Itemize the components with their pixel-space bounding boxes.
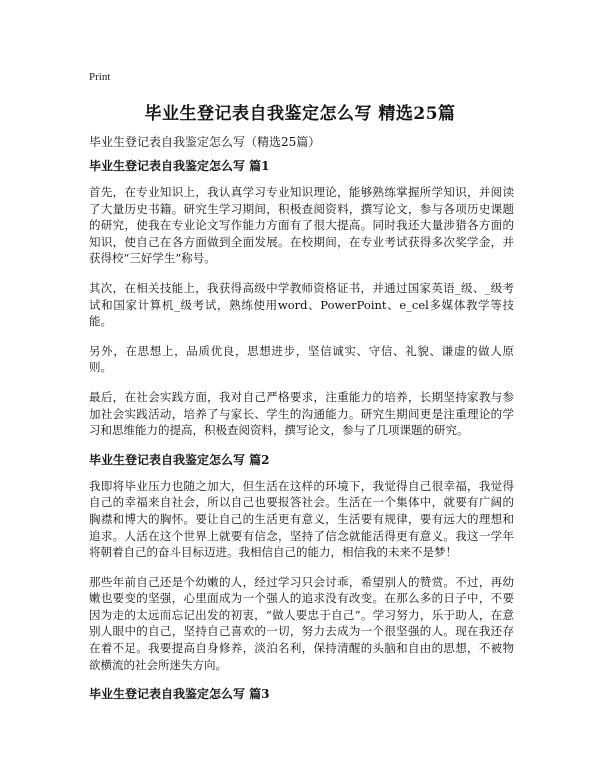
paragraph: 我即将毕业压力也随之加大，但生活在这样的环境下，我觉得自己很幸福，我觉得自己的幸福来自社会，所以自己也要报答社会。生活在一个集体中，就要有广阔的胸襟和博大的胸怀。要让自己的生活更有意义，生活要有规律，要有远大的理想和追求。人活在这个世界上就要有信念，坚持了信念就能活得更有意义。我这一学年将朝着自己的奋斗目标迈进。我相信自己的能力，相信我的未来不是梦！ [89, 478, 514, 560]
paragraph: 首先，在专业知识上，我认真学习专业知识理论，能够熟练掌握所学知识，并阅读了大量历史书籍。研究生学习期间，积极查阅资料，撰写论文，参与各项历史课题的研究，使我在专业论文写作能力方面有了很大提高。同时我还大量涉猎各方面的知识，使自己在各方面做到全面发展。在校期间，在专业考试获得多次奖学金，并获得校“三好学生”称号。 [89, 185, 514, 266]
section-heading: 毕业生登记表自我鉴定怎么写 篇1 [89, 159, 270, 173]
section-3 [89, 686, 514, 702]
paragraph: 其次，在相关技能上，我获得高级中学教师资格证书，并通过国家英语_级、_级考试和国家计算机_级考试，熟练使用word、PowerPoint、e_cel多媒体教学等技能。 [89, 280, 514, 329]
section-1 [89, 158, 514, 439]
print-label: Print [89, 71, 111, 83]
paragraph: 那些年前自己还是个幼嫩的人，经过学习只会讨乖，希望别人的赞赏。不过，再幼嫩也要变的坚强，心里面成为一个强人的追求没有改变。在那么多的日子中，不要因为走的太远而忘记出发的初衷，“做人要忠于自己”。学习努力，乐于助人，在意别人眼中的自己，坚持自己喜欢的一切，努力去成为一个很坚强的人。现在我还存在着不足。我要提高自身修养，淡泊名利，保持清醒的头脑和自由的思想，不被物欲横流的社会所迷失方向。 [89, 574, 514, 672]
paragraph: 最后，在社会实践方面，我对自己严格要求，注重能力的培养，长期坚持家教与参加社会实践活动，培养了与家长、学生的沟通能力。研究生期间更是注重理论的学习和思维能力的提高，积极查阅资料，撰写论文，参与了几项课题的研究。 [89, 389, 514, 438]
paragraph: 另外，在思想上，品质优良，思想进步，坚信诚实、守信、礼貌、谦虚的做人原则。 [89, 343, 514, 375]
page-title: 毕业生登记表自我鉴定怎么写 精选25篇 [144, 104, 456, 124]
document-body [89, 158, 514, 712]
section-heading: 毕业生登记表自我鉴定怎么写 篇3 [89, 687, 270, 702]
section-2 [89, 452, 514, 674]
document-subtitle: 毕业生登记表自我鉴定怎么写（精选25篇） [89, 135, 321, 149]
section-heading: 毕业生登记表自我鉴定怎么写 篇2 [89, 452, 270, 467]
